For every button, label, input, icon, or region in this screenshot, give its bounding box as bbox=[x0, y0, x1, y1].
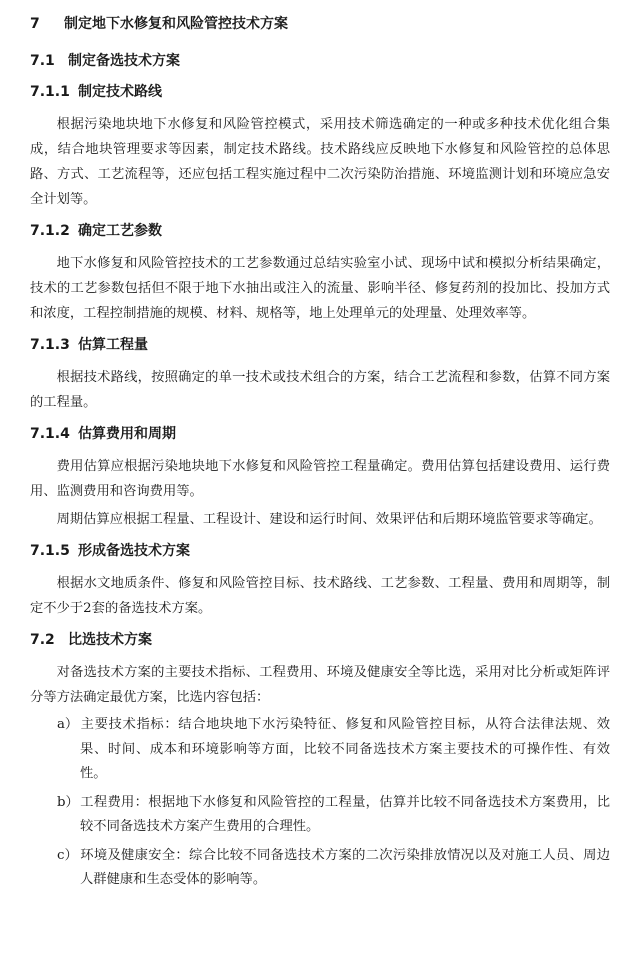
section-title: 估算工程量 bbox=[78, 337, 148, 353]
section-number: 7.1.4 bbox=[30, 426, 70, 442]
section-title: 比选技术方案 bbox=[68, 632, 152, 648]
section-title: 制定技术路线 bbox=[78, 84, 162, 100]
section-7-1-1-heading bbox=[30, 82, 610, 102]
section-number: 7.1.1 bbox=[30, 84, 70, 100]
section-title: 估算费用和周期 bbox=[78, 426, 176, 442]
list-item-text: 环境及健康安全：综合比较不同备选技术方案的二次污染排放情况以及对施工人员、周边人群健康和生态受体的影响等。 bbox=[80, 847, 610, 887]
paragraph-7-1-4-cost: 费用估算应根据污染地块地下水修复和风险管控工程量确定。费用估算包括建设费用、运行费用、监测费用和咨询费用等。 bbox=[30, 459, 610, 499]
section-7-1-3-heading bbox=[30, 335, 610, 355]
paragraph-7-1-3: 根据技术路线，按照确定的单一技术或技术组合的方案，结合工艺流程和参数，估算不同方案的工程量。 bbox=[30, 370, 610, 410]
section-number: 7.1.5 bbox=[30, 543, 70, 559]
list-item-a bbox=[30, 713, 610, 787]
list-marker: a） bbox=[57, 717, 79, 732]
section-title: 制定地下水修复和风险管控技术方案 bbox=[64, 16, 288, 32]
paragraph-7-2: 对备选技术方案的主要技术指标、工程费用、环境及健康安全等比选，采用对比分析或矩阵评分等方法确定最优方案，比选内容包括： bbox=[30, 665, 610, 705]
paragraph-7-1-1: 根据污染地块地下水修复和风险管控模式，采用技术筛选确定的一种或多种技术优化组合集成，结合地块管理要求等因素，制定技术路线。技术路线应反映地下水修复和风险管控的总体思路、方式、工艺流程等，还应包括工程实施过程中二次污染防治措施、环境监测计划和环境应急安全计划等。 bbox=[30, 117, 610, 207]
section-7-heading bbox=[30, 14, 610, 34]
section-number: 7.1.3 bbox=[30, 337, 70, 353]
list-item-c bbox=[30, 844, 610, 893]
list-item-text: 主要技术指标：结合地块地下水污染特征、修复和风险管控目标，从符合法律法规、效果、时间、成本和环境影响等方面，比较不同备选技术方案主要技术的可操作性、有效性。 bbox=[80, 717, 610, 781]
section-7-1-4-heading bbox=[30, 424, 610, 444]
paragraph-7-1-5: 根据水文地质条件、修复和风险管控目标、技术路线、工艺参数、工程量、费用和周期等，制定不少于2套的备选技术方案。 bbox=[30, 576, 610, 616]
section-7-1-2-heading bbox=[30, 221, 610, 241]
section-number: 7 bbox=[30, 16, 40, 32]
list-item-b bbox=[30, 791, 610, 840]
section-7-2-heading bbox=[30, 630, 610, 650]
section-number: 7.2 bbox=[30, 632, 55, 648]
section-title: 制定备选技术方案 bbox=[68, 53, 180, 69]
paragraph-7-1-2: 地下水修复和风险管控技术的工艺参数通过总结实验室小试、现场中试和模拟分析结果确定，技术的工艺参数包括但不限于地下水抽出或注入的流量、影响半径、修复药剂的投加比、投加方式和浓度，工程控制措施的规模、材料、规格等，地上处理单元的处理量、处理效率等。 bbox=[30, 256, 610, 321]
paragraph-7-1-4-period: 周期估算应根据工程量、工程设计、建设和运行时间、效果评估和后期环境监管要求等确定。 bbox=[56, 512, 602, 527]
section-number: 7.1 bbox=[30, 53, 55, 69]
list-marker: b） bbox=[57, 794, 79, 810]
list-marker: c） bbox=[57, 847, 78, 863]
list-item-text: 工程费用：根据地下水修复和风险管控的工程量，估算并比较不同备选技术方案费用，比较不同备选技术方案产生费用的合理性。 bbox=[80, 794, 610, 834]
section-7-1-heading bbox=[30, 51, 610, 71]
section-7-1-5-heading bbox=[30, 541, 610, 561]
section-title: 形成备选技术方案 bbox=[78, 543, 190, 559]
section-title: 确定工艺参数 bbox=[78, 223, 162, 239]
section-number: 7.1.2 bbox=[30, 223, 70, 239]
